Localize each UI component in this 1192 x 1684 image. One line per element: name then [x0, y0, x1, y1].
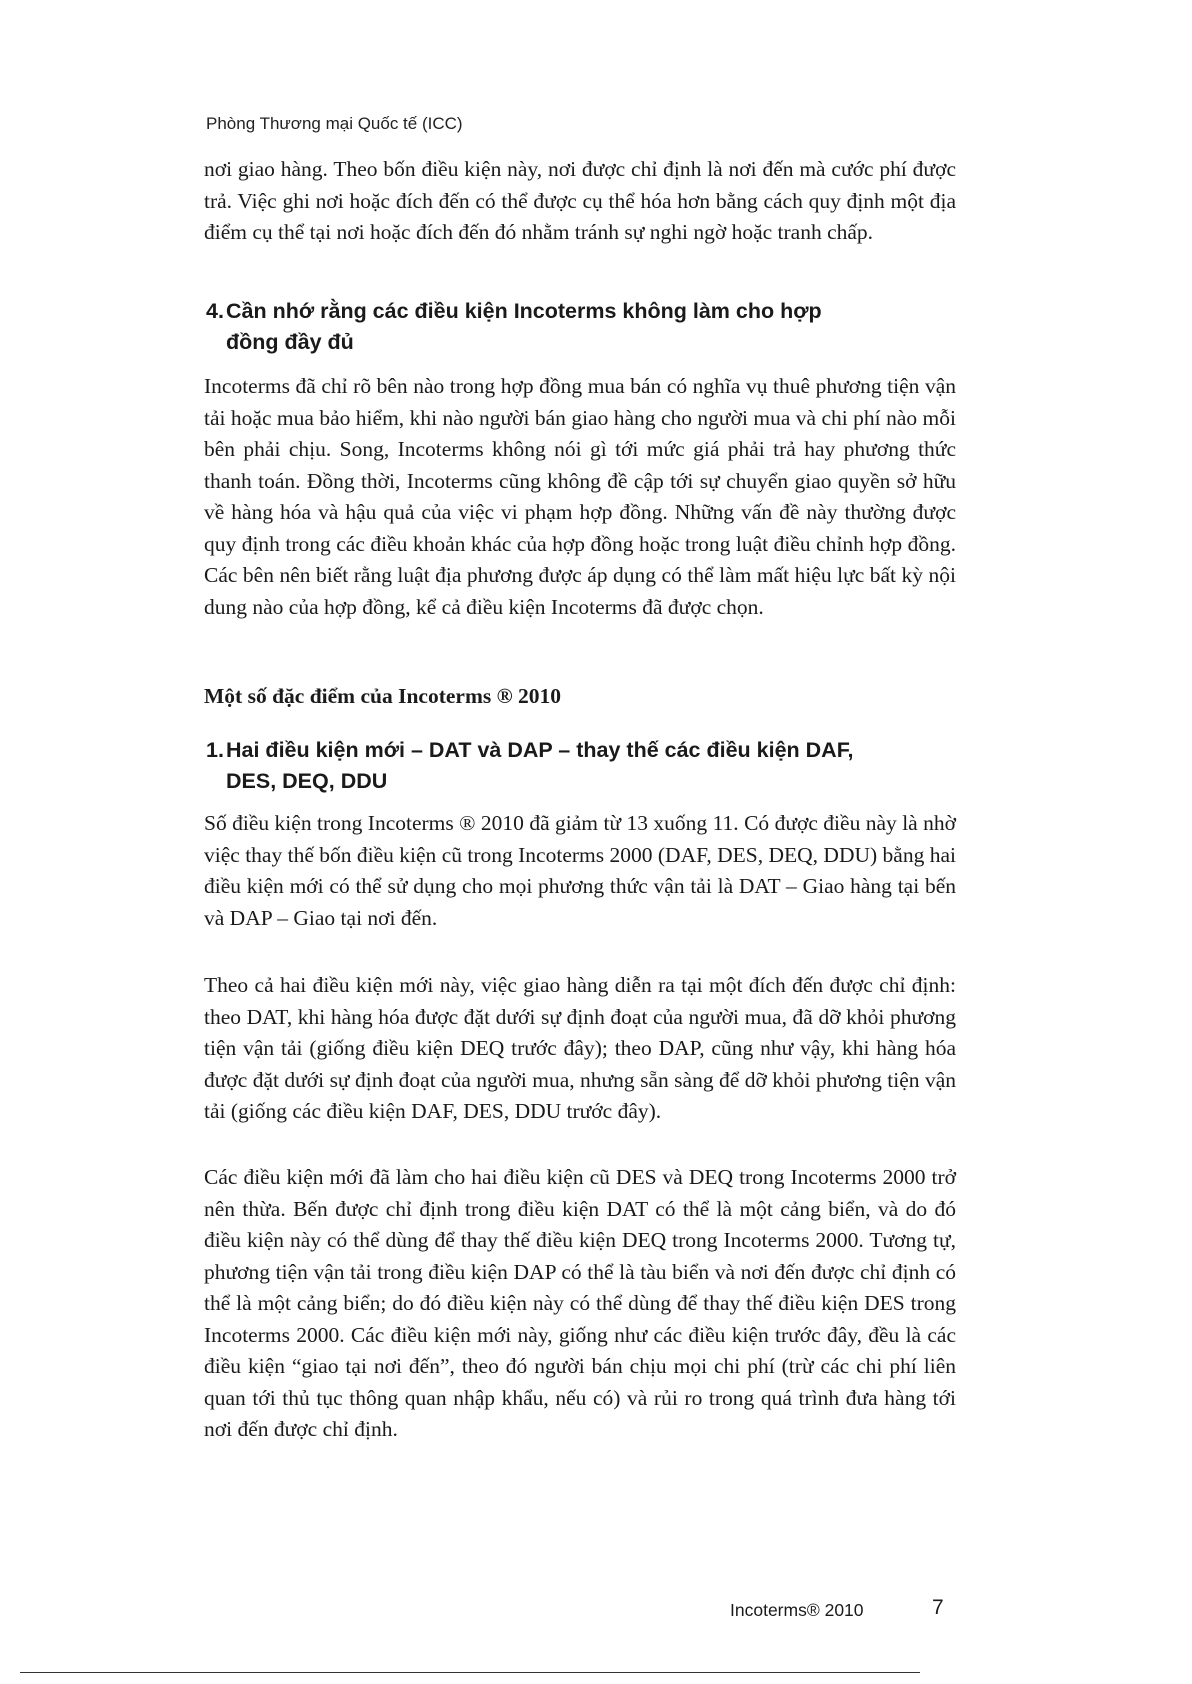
footer-label: Incoterms® 2010 [730, 1600, 864, 1620]
paragraph-des-deq-obsolete: Các điều kiện mới đã làm cho hai điều kiện cũ DES và DEQ trong Incoterms 2000 trở nên thừa. Bến được chỉ định trong điều kiện DAT có thể là một cảng biển, và do đó điều kiện này có thể dùng để thay thế điều kiện DEQ trong Incoterms 2000. Tương tự, phương tiện vận tải trong điều kiện DAP có thể là tàu biển và nơi đến được chỉ định có thể là một cảng biển; do đó điều kiện này có thể dùng để thay thế điều kiện DES trong Incoterms 2000. Các điều kiện mới này, giống như các điều kiện trước đây, đều là các điều kiện “giao tại nơi đến”, theo đó người bán chịu mọi chi phí (trừ các chi phí liên quan tới thủ tục thông quan nhập khẩu, nếu có) và rủi ro trong quá trình đưa hàng tới nơi đến được chỉ định. [204, 1165, 956, 1441]
page-number: 7 [932, 1596, 944, 1619]
section-heading-line1: Hai điều kiện mới – DAT và DAP – thay thế các điều kiện DAF, [226, 738, 854, 762]
bottom-rule [20, 1672, 920, 1673]
paragraph-new-terms: Số điều kiện trong Incoterms ® 2010 đã giảm từ 13 xuống 11. Có được điều này là nhờ việc thay thế bốn điều kiện cũ trong Incoterms 2000 (DAF, DES, DEQ, DDU) bằng hai điều kiện mới có thể sử dụng cho mọi phương thức vận tải là DAT – Giao hàng tại bến và DAP – Giao tại nơi đến. [204, 811, 956, 930]
paragraph-delivery-dat-dap: Theo cả hai điều kiện mới này, việc giao hàng diễn ra tại một đích đến được chỉ định: theo DAT, khi hàng hóa được đặt dưới sự định đoạt của người mua, đã dỡ khỏi phương tiện vận tải (giống điều kiện DEQ trước đây); theo DAP, cũng như vậy, khi hàng hóa được đặt dưới sự định đoạt của người mua, nhưng sẵn sàng để dỡ khỏi phương tiện vận tải (giống các điều kiện DAF, DES, DDU trước đây). [204, 973, 956, 1123]
section-heading-1 [206, 735, 966, 797]
running-header: Phòng Thương mại Quốc tế (ICC) [206, 114, 463, 133]
section-number: 4. [206, 299, 224, 323]
paragraph-incoterms-scope: Incoterms đã chỉ rõ bên nào trong hợp đồng mua bán có nghĩa vụ thuê phương tiện vận tải hoặc mua bảo hiểm, khi nào người bán giao hàng cho người mua và chi phí nào mỗi bên phải chịu. Song, Incoterms không nói gì tới mức giá phải trả hay phương thức thanh toán. Đồng thời, Incoterms cũng không đề cập tới sự chuyển giao quyền sở hữu về hàng hóa và hậu quả của việc vi phạm hợp đồng. Những vấn đề này thường được quy định trong các điều khoản khác của hợp đồng hoặc trong luật điều chỉnh hợp đồng. Các bên nên biết rằng luật địa phương được áp dụng có thể làm mất hiệu lực bất kỳ nội dung nào của hợp đồng, kể cả điều kiện Incoterms đã được chọn. [204, 374, 956, 619]
paragraph-delivery-place: nơi giao hàng. Theo bốn điều kiện này, nơi được chỉ định là nơi đến mà cước phí được trả. Việc ghi nơi hoặc đích đến có thể được cụ thể hóa hơn bằng cách quy định một địa điểm cụ thể tại nơi hoặc đích đến đó nhằm tránh sự nghi ngờ hoặc tranh chấp. [204, 157, 956, 244]
section-number: 1. [206, 738, 224, 762]
features-heading: Một số đặc điểm của Incoterms ® 2010 [204, 684, 562, 708]
section-heading-4 [206, 296, 966, 358]
section-heading-line2: DES, DEQ, DDU [226, 769, 388, 793]
section-heading-line1: Cần nhớ rằng các điều kiện Incoterms không làm cho hợp [226, 299, 822, 323]
section-heading-line2: đồng đầy đủ [226, 330, 354, 354]
